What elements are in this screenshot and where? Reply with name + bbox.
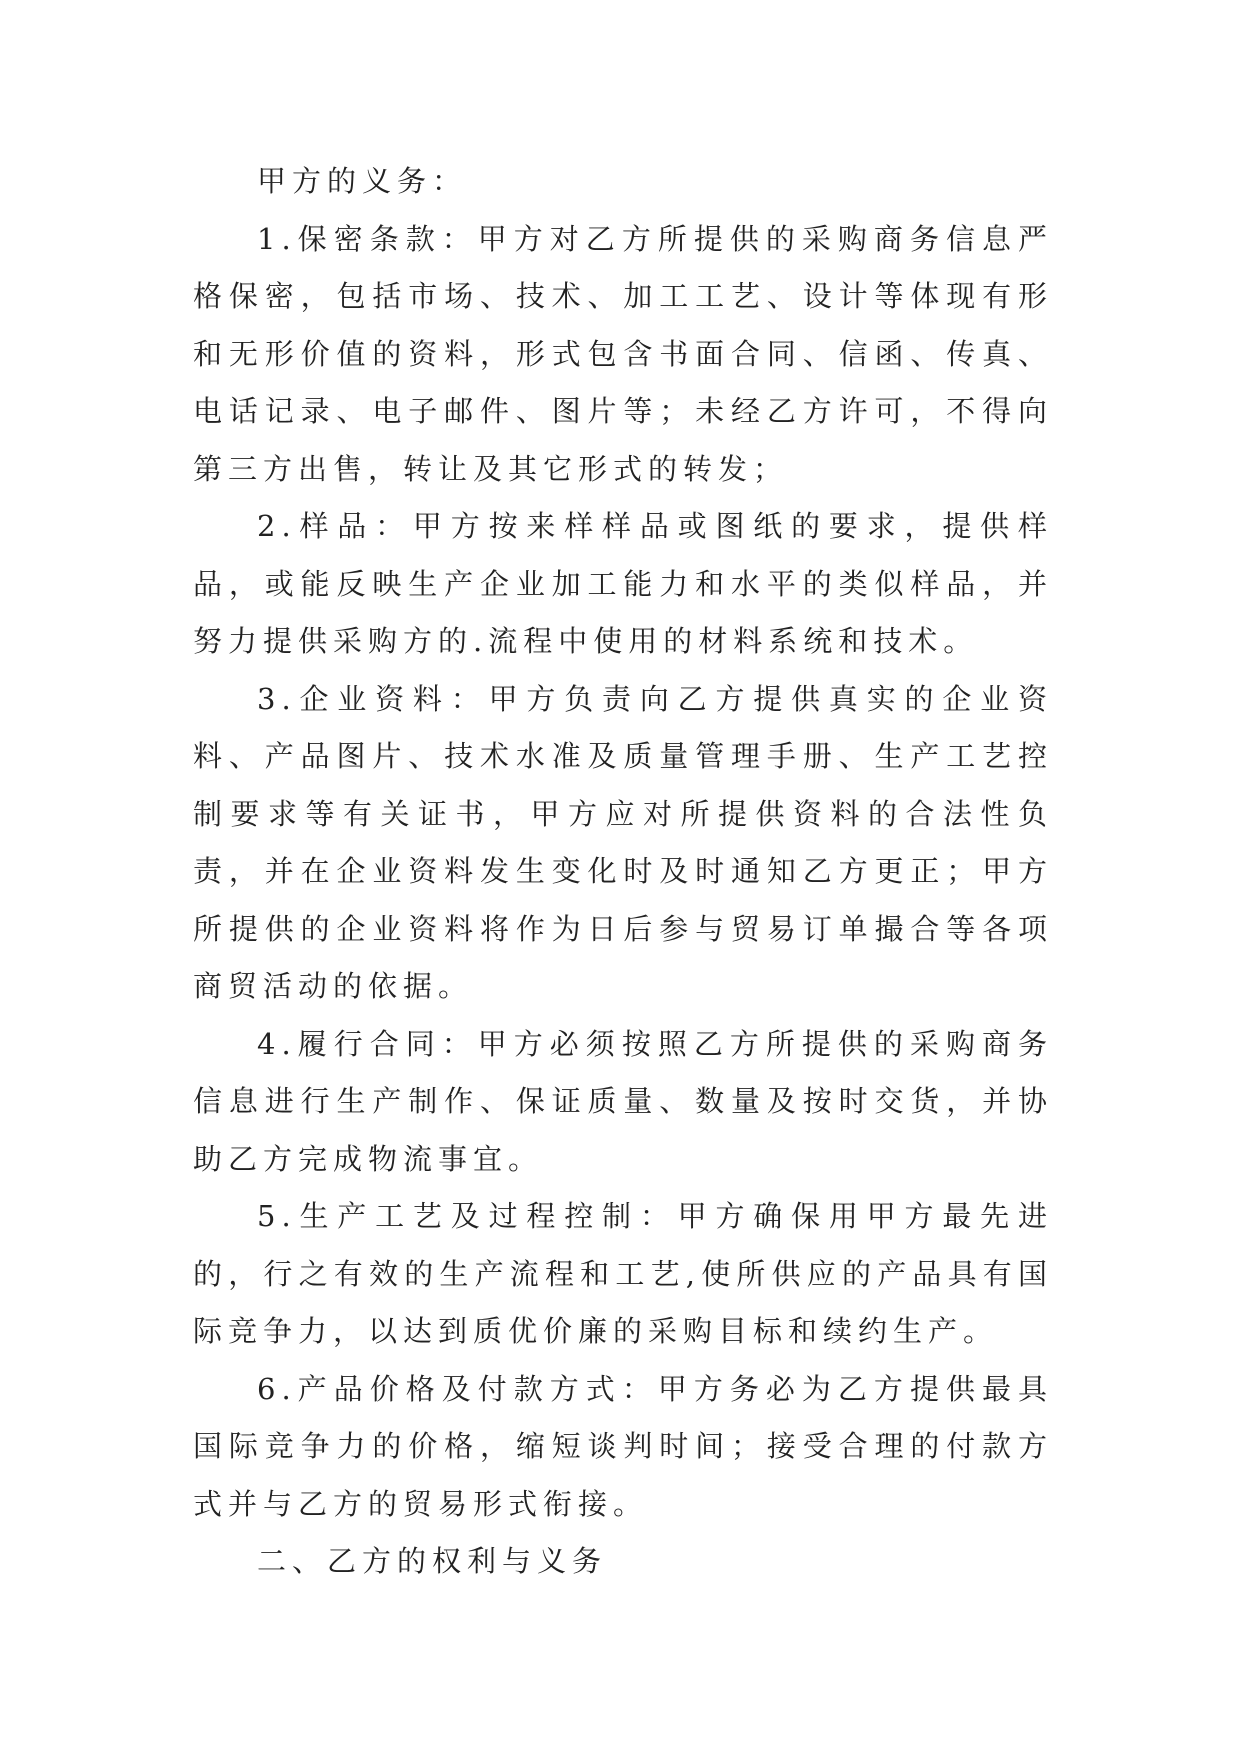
paragraph-contract-performance: 4.履行合同：甲方必须按照乙方所提供的采购商务信息进行生产制作、保证质量、数量及按时交货，并协助乙方完成物流事宜。 <box>193 1026 1053 1176</box>
paragraph-process-control: 5.生产工艺及过程控制：甲方确保用甲方最先进的，行之有效的生产流程和工艺,使所供应的产品具有国际竞争力，以达到质优价廉的采购目标和续约生产。 <box>193 1199 1053 1348</box>
paragraph-price-payment: 6.产品价格及付款方式：甲方务必为乙方提供最具国际竞争力的价格，缩短谈判时间；接受合理的付款方式并与乙方的贸易形式衔接。 <box>193 1371 1053 1521</box>
paragraph-heading-party-a-obligations: 甲方的义务： <box>257 164 468 198</box>
paragraph-confidentiality: 1.保密条款：甲方对乙方所提供的采购商务信息严格保密，包括市场、技术、加工工艺、设计等体现有形和无形价值的资料，形式包含书面合同、信函、传真、电话记录、电子邮件、图片等；未经乙方许可，不得向第三方出售，转让及其它形式的转发； <box>193 221 1053 486</box>
paragraph-company-info: 3.企业资料：甲方负责向乙方提供真实的企业资料、产品图片、技术水准及质量管理手册、生产工艺控制要求等有关证书，甲方应对所提供资料的合法性负责，并在企业资料发生变化时及时通知乙方更正；甲方所提供的企业资料将作为日后参与贸易订单撮合等各项商贸活动的依据。 <box>193 681 1053 1003</box>
paragraph-heading-party-b-rights: 二、乙方的权利与义务 <box>257 1544 608 1578</box>
paragraph-samples: 2.样品：甲方按来样样品或图纸的要求，提供样品，或能反映生产企业加工能力和水平的类似样品，并努力提供采购方的.流程中使用的材料系统和技术。 <box>193 509 1053 658</box>
